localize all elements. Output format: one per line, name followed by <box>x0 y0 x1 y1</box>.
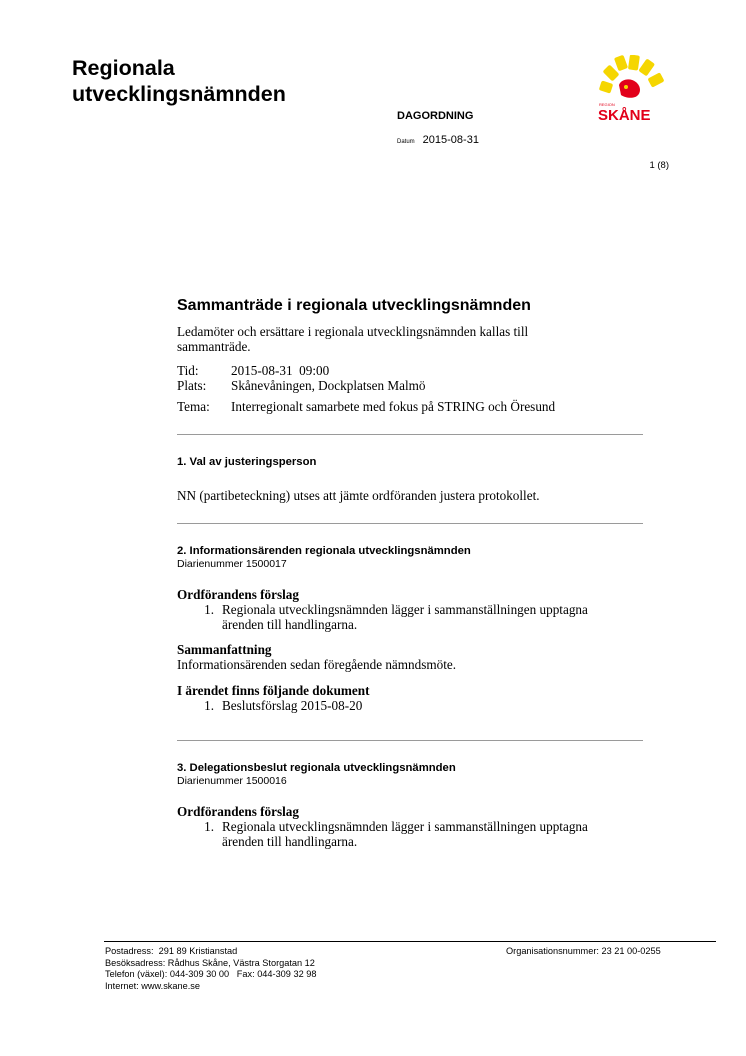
item-2-documents-heading: I ärendet finns följande dokument <box>177 683 370 698</box>
list-item-text <box>222 602 588 632</box>
time-row <box>177 363 643 378</box>
place-label: Plats: <box>177 378 207 393</box>
theme-value: Interregionalt samarbete med fokus på STRING och Öresund <box>231 399 556 414</box>
item-2-summary-heading: Sammanfattning <box>177 642 272 657</box>
theme-row <box>177 399 643 414</box>
agenda-content <box>177 296 643 849</box>
list-item-number: 1. <box>204 602 214 617</box>
meeting-title: Sammanträde i regionala utvecklingsnämnden <box>177 297 531 314</box>
list-item-line-1: Regionala utvecklingsnämnden lägger i sammanställningen upptagna <box>222 602 588 617</box>
footer-phone: Telefon (växel): 044-309 30 00 Fax: 044-309 32 98 <box>105 969 317 979</box>
item-2-title: 2. Informationsärenden regionala utvecklingsnämnden <box>177 545 471 557</box>
logo-griffin-icon <box>619 79 640 97</box>
list-item-line-1: Regionala utvecklingsnämnden lägger i sammanställningen upptagna <box>222 819 588 834</box>
item-2-documents-list <box>177 698 643 713</box>
agenda-item-3 <box>177 741 643 849</box>
time-label: Tid: <box>177 363 199 378</box>
footer-visit-address: Besöksadress: Rådhus Skåne, Västra Storgatan 12 <box>105 957 315 968</box>
organization-title <box>72 55 286 107</box>
meeting-details <box>177 363 643 414</box>
list-item-number: 1. <box>204 819 214 834</box>
item-3-diarienummer: Diarienummer 1500016 <box>177 775 287 787</box>
time-value: 2015-08-31 09:00 <box>231 363 330 378</box>
item-3-proposal-list <box>177 819 643 849</box>
list-item <box>177 698 643 713</box>
intro-line-1: Ledamöter och ersättare i regionala utvecklingsnämnden kallas till <box>177 324 529 339</box>
list-item <box>177 602 643 632</box>
item-1-title: 1. Val av justeringsperson <box>177 456 317 468</box>
list-item-text <box>222 819 588 849</box>
item-3-title: 3. Delegationsbeslut regionala utvecklingsnämnden <box>177 762 456 774</box>
item-2-summary-text: Informationsärenden sedan föregående nämndsmöte. <box>177 657 457 672</box>
region-skane-logo <box>597 55 673 123</box>
footer-divider <box>104 941 716 942</box>
logo-skane-text: SKÅNE <box>598 107 651 123</box>
item-3-proposal-heading: Ordförandens förslag <box>177 804 299 819</box>
intro-line-2: sammanträde. <box>177 339 251 354</box>
item-2-proposal-heading: Ordförandens förslag <box>177 587 299 602</box>
theme-label: Tema: <box>177 399 210 414</box>
agenda-item-2 <box>177 524 643 713</box>
footer-internet: Internet: www.skane.se <box>105 980 200 991</box>
document-type: DAGORDNING <box>397 110 474 122</box>
list-item-text: Beslutsförslag 2015-08-20 <box>222 698 363 713</box>
place-value: Skånevåningen, Dockplatsen Malmö <box>231 378 426 393</box>
footer-contact <box>105 946 316 992</box>
list-item <box>177 819 643 849</box>
list-item-number: 1. <box>204 698 214 713</box>
date-row <box>397 134 479 146</box>
item-2-diarienummer: Diarienummer 1500017 <box>177 558 287 570</box>
item-1-body: NN (partibeteckning) utses att jämte ordföranden justera protokollet. <box>177 488 540 503</box>
list-item-line-2: ärenden till handlingarna. <box>222 834 358 849</box>
date-label: Datum <box>397 139 415 145</box>
logo-region-text: REGION <box>599 102 615 107</box>
list-item-line-2: ärenden till handlingarna. <box>222 617 358 632</box>
page-number: 1 (8) <box>649 160 669 171</box>
org-title-line1: Regionala <box>72 56 175 80</box>
agenda-item-1 <box>177 435 643 503</box>
footer-postal-address: Postadress: 291 89 Kristianstad <box>105 946 238 956</box>
item-2-proposal-list <box>177 602 643 632</box>
footer-org-number: Organisationsnummer: 23 21 00-0255 <box>506 946 661 956</box>
meeting-intro <box>177 324 643 354</box>
date-value: 2015-08-31 <box>422 134 479 146</box>
org-title-line2: utvecklingsnämnden <box>72 82 286 106</box>
place-row <box>177 378 643 393</box>
